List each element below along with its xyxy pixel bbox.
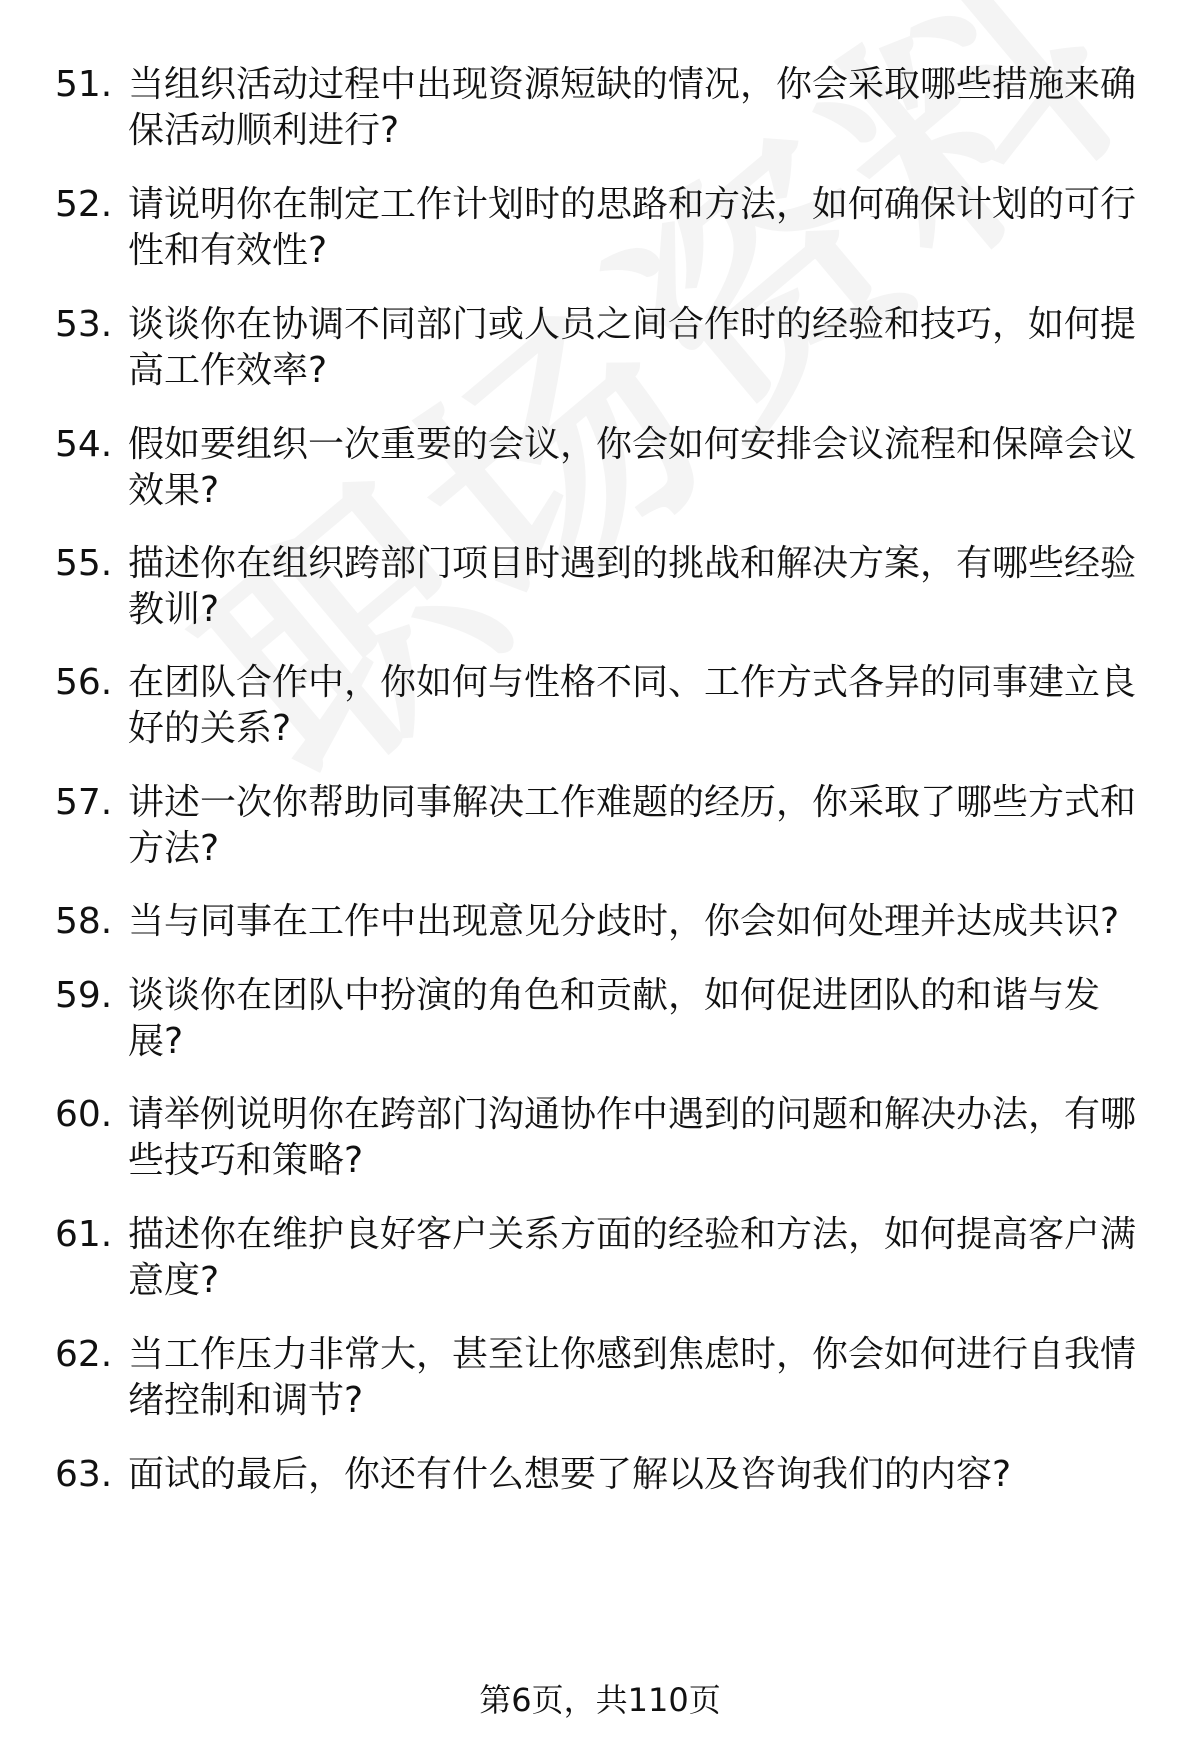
question-number: 54. — [55, 424, 113, 465]
question-text: 面试的最后，你还有什么想要了解以及咨询我们的内容? — [128, 1454, 1012, 1495]
question-text: 请说明你在制定工作计划时的思路和方法，如何确保计划的可行性和有效性? — [128, 184, 1137, 271]
question-text: 在团队合作中，你如何与性格不同、工作方式各异的同事建立良好的关系? — [128, 662, 1137, 749]
question-number: 53. — [55, 304, 113, 345]
question-text: 谈谈你在协调不同部门或人员之间合作时的经验和技巧，如何提高工作效率? — [128, 304, 1137, 391]
question-number: 55. — [55, 543, 113, 584]
question-number: 51. — [55, 64, 113, 105]
question-number: 62. — [55, 1334, 113, 1375]
question-text: 描述你在组织跨部门项目时遇到的挑战和解决方案，有哪些经验教训? — [128, 543, 1137, 630]
question-number: 59. — [55, 975, 113, 1016]
question-text: 当与同事在工作中出现意见分歧时，你会如何处理并达成共识? — [128, 901, 1120, 942]
question-text: 请举例说明你在跨部门沟通协作中遇到的问题和解决办法，有哪些技巧和策略? — [128, 1094, 1137, 1181]
question-text: 当工作压力非常大，甚至让你感到焦虑时，你会如何进行自我情绪控制和调节? — [128, 1334, 1137, 1421]
question-number: 61. — [55, 1214, 113, 1255]
question-number: 60. — [55, 1094, 113, 1135]
question-text: 谈谈你在团队中扮演的角色和贡献，如何促进团队的和谐与发展? — [128, 975, 1101, 1062]
question-number: 57. — [55, 782, 113, 823]
question-text: 假如要组织一次重要的会议，你会如何安排会议流程和保障会议效果? — [128, 424, 1137, 511]
question-number: 58. — [55, 901, 113, 942]
page-footer: 第6页，共110页 — [479, 1681, 721, 1719]
question-number: 56. — [55, 662, 113, 703]
question-text: 当组织活动过程中出现资源短缺的情况，你会采取哪些措施来确保活动顺利进行? — [128, 64, 1137, 151]
question-number: 63. — [55, 1454, 113, 1495]
question-text: 讲述一次你帮助同事解决工作难题的经历，你采取了哪些方式和方法? — [128, 782, 1137, 869]
question-text: 描述你在维护良好客户关系方面的经验和方法，如何提高客户满意度? — [128, 1214, 1137, 1301]
question-number: 52. — [55, 184, 113, 225]
